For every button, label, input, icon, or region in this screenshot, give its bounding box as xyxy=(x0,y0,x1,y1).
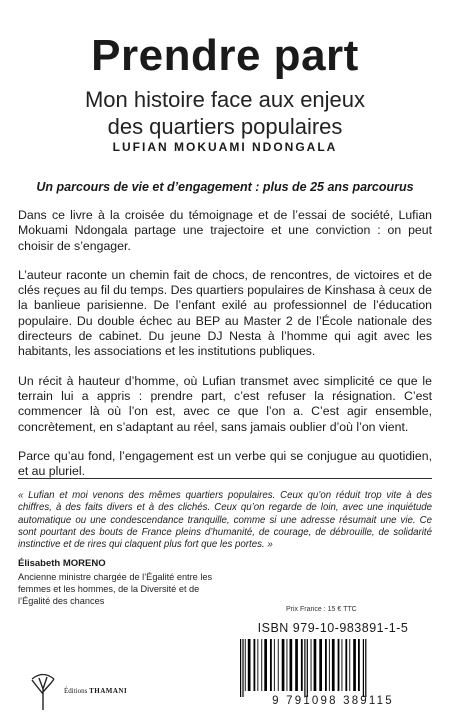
barcode-bar xyxy=(307,639,308,697)
blurb-paragraph-1: Dans ce livre à la croisée du témoignage et de l’essai de société, Lufian Mokuami Ndongala partage une trajectoire et une conviction : on peut choisir de s’engager. xyxy=(18,208,432,253)
barcode-bar xyxy=(349,639,350,691)
barcode-bar xyxy=(345,639,347,691)
author-name: LUFIAN MOKUAMI NDONGALA xyxy=(112,140,338,154)
isbn-barcode xyxy=(230,621,436,714)
barcode-bar xyxy=(314,639,317,691)
barcode-bar xyxy=(254,639,256,691)
isbn-number: ISBN 979-10-983891-1-5 xyxy=(257,621,409,635)
subtitle-line-1: Mon histoire face aux enjeux xyxy=(84,87,366,112)
endorser-name: Élisabeth MORENO xyxy=(18,558,106,569)
blurb-paragraph-3: Un récit à hauteur d’homme, où Lufian transmet avec simplicité ce que le terrain lui a appris : prendre part, c’est refuser la résignation. C’est commencer là où l’on est, avec ce que l’on a. C’est agir ensemble, concrètement, en s’adaptant au réel, sans jamais oublier d’où l’on vient. xyxy=(18,373,432,434)
blurb-paragraph-2: L’auteur raconte un chemin fait de chocs, de rencontres, de victoires et de clés reçues au fil du temps. Des quartiers populaires de Kinshasa à ceux de la banlieue parisienne. De l’enfant exilé au professionnel de l’éducation populaire. Du double échec au BEP au Master 2 de l’École nationale des directeurs de cabinet. Du jeune DJ Nesta à l’homme qui agit avec les habitants, les associations et les institutions publiques. xyxy=(18,267,432,359)
barcode-bar xyxy=(365,639,366,697)
barcode-bar xyxy=(261,639,262,691)
blurb-paragraph-4: Parce qu’au fond, l’engagement est un verbe qui se conjugue au quotidien, et au pluriel. xyxy=(18,448,432,479)
barcode-bars xyxy=(234,639,434,697)
book-title: Prendre part xyxy=(91,31,359,80)
barcode-bar xyxy=(332,639,335,691)
divider xyxy=(18,478,432,479)
endorsement-quote: « Lufian et moi venons des mêmes quartiers populaires. Ceux qu’on réduit trop vite à des chiffres, à des faits divers et à des clichés. Ceux qu’on regarde de loin, avec une inquiétude automatique ou une condescendance tranquille, comme si une adresse résumait une vie. Ce sont pourtant des bouts de France pleins d’humanité, de courage, de débrouille, de solidarité instinctive et de rires qui claquent plus fort que les portes. » xyxy=(18,490,432,551)
publisher-logo xyxy=(30,672,150,712)
barcode-bar xyxy=(301,639,303,691)
barcode-bar xyxy=(353,639,356,691)
barcode-bar xyxy=(240,639,241,697)
barcode-bar xyxy=(257,639,258,691)
barcode-bar xyxy=(290,639,293,691)
blurb xyxy=(18,208,432,493)
endorser-role: Ancienne ministre chargée de l’Égalité entre les femmes et les hommes, de la Diversité et de l’Égalité des chances xyxy=(18,572,213,606)
publisher-brand: THAMANI xyxy=(89,687,128,695)
barcode-bar xyxy=(319,639,322,691)
barcode-bar xyxy=(282,639,285,691)
barcode-bar xyxy=(325,639,327,691)
subtitle-line-2: des quartiers populaires xyxy=(107,114,343,139)
barcode-bar xyxy=(338,639,340,691)
barcode-bar xyxy=(264,639,267,691)
barcode-bar xyxy=(245,639,246,691)
publisher-prefix: Éditions xyxy=(64,687,88,695)
tree-icon xyxy=(30,672,56,710)
barcode-digits: 9 791098 389115 xyxy=(272,695,394,707)
barcode-bar xyxy=(270,639,272,691)
barcode-bar xyxy=(329,639,330,691)
barcode-bar xyxy=(278,639,279,691)
barcode-bar xyxy=(287,639,288,691)
barcode-bar xyxy=(274,639,275,691)
barcode-bar xyxy=(248,639,251,691)
barcode-bar xyxy=(311,639,312,691)
barcode-bar xyxy=(242,639,243,697)
publisher-name xyxy=(64,687,127,695)
barcode-bar xyxy=(342,639,343,691)
barcode-bar xyxy=(363,639,364,697)
barcode-bar xyxy=(358,639,360,691)
price-label: Prix France : 15 € TTC xyxy=(286,606,357,613)
tagline: Un parcours de vie et d’engagement : plus de 25 ans parcourus xyxy=(36,180,414,194)
book-subtitle xyxy=(0,86,450,140)
barcode-bar xyxy=(304,639,305,697)
barcode-bar xyxy=(295,639,298,691)
